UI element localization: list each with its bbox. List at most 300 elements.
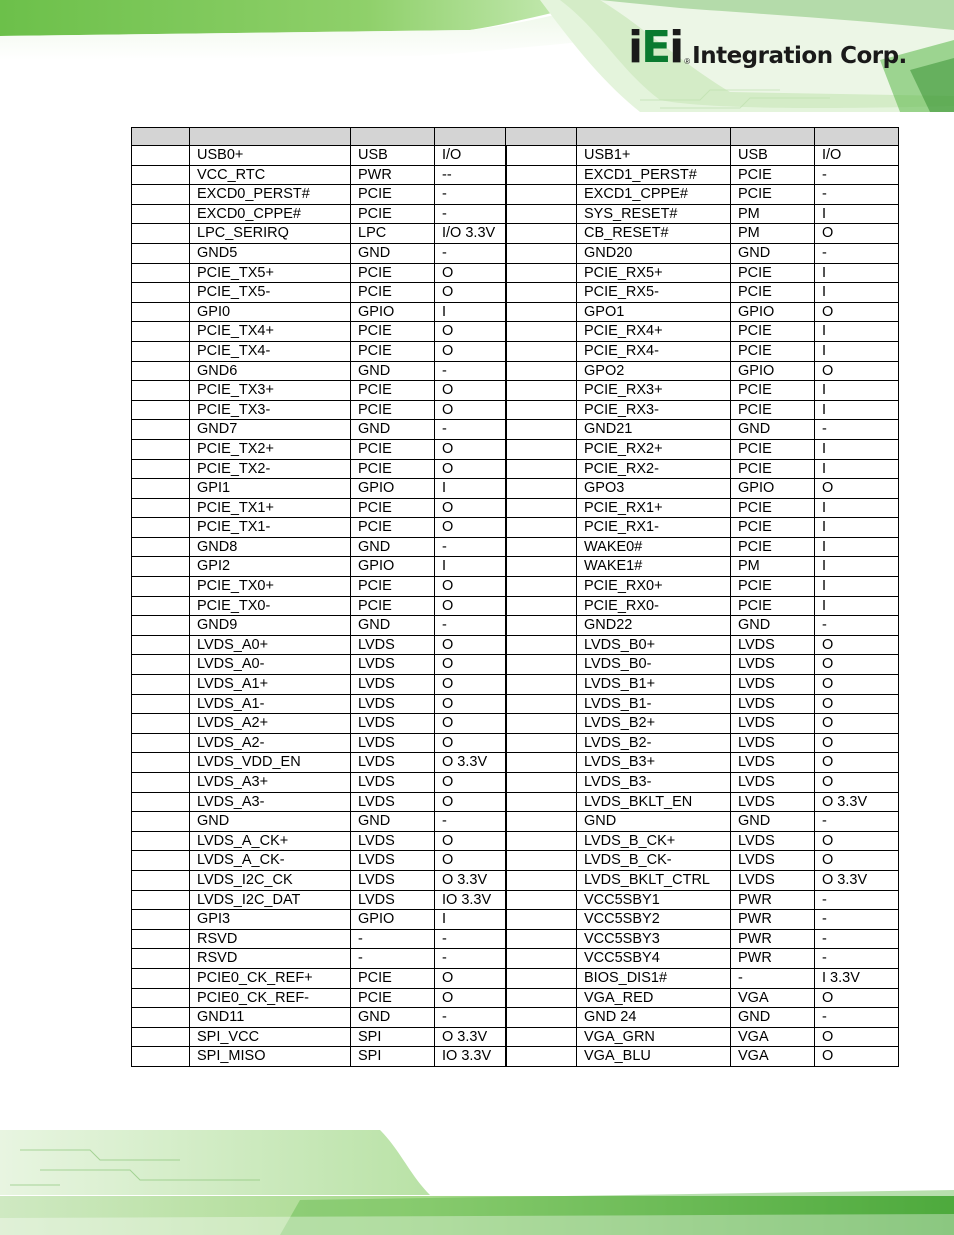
- table-cell: I/O: [435, 146, 506, 166]
- table-cell: [506, 224, 577, 244]
- table-cell: [506, 753, 577, 773]
- table-cell: [132, 968, 190, 988]
- table-cell: [506, 910, 577, 930]
- table-cell: GND11: [190, 1008, 351, 1028]
- table-cell: LPC_SERIRQ: [190, 224, 351, 244]
- table-cell: -: [435, 1008, 506, 1028]
- table-row: [132, 283, 899, 303]
- table-cell: -: [435, 812, 506, 832]
- table-cell: -: [435, 361, 506, 381]
- table-cell: [506, 1027, 577, 1047]
- table-cell: [132, 655, 190, 675]
- table-cell: VCC5SBY2: [577, 910, 731, 930]
- table-row: [132, 870, 899, 890]
- table-cell: IO 3.3V: [435, 890, 506, 910]
- table-cell: [506, 870, 577, 890]
- table-cell: -: [815, 910, 899, 930]
- table-cell: O: [435, 263, 506, 283]
- table-cell: PCIE: [731, 459, 815, 479]
- table-cell: [506, 283, 577, 303]
- table-cell: [132, 910, 190, 930]
- table-cell: O 3.3V: [435, 753, 506, 773]
- table-cell: PCIE: [731, 498, 815, 518]
- table-row: [132, 361, 899, 381]
- table-cell: EXCD1_PERST#: [577, 165, 731, 185]
- table-cell: LVDS: [351, 773, 435, 793]
- table-cell: LVDS_BKLT_EN: [577, 792, 731, 812]
- table-row: [132, 949, 899, 969]
- header-banner: [0, 0, 954, 112]
- table-cell: O: [435, 968, 506, 988]
- table-cell: LVDS_B0+: [577, 635, 731, 655]
- table-cell: [506, 890, 577, 910]
- table-cell: GND: [731, 1008, 815, 1028]
- table-cell: PCIE: [351, 968, 435, 988]
- table-cell: I: [815, 283, 899, 303]
- table-cell: -: [435, 929, 506, 949]
- table-cell: [506, 949, 577, 969]
- table-cell: PCIE_RX3+: [577, 381, 731, 401]
- table-cell: PCIE: [351, 263, 435, 283]
- table-cell: WAKE0#: [577, 537, 731, 557]
- table-cell: I: [435, 557, 506, 577]
- table-cell: O: [435, 577, 506, 597]
- pinout-table-body: [132, 146, 899, 1067]
- table-cell: O: [815, 479, 899, 499]
- table-cell: PWR: [731, 910, 815, 930]
- table-cell: I: [815, 204, 899, 224]
- table-cell: LVDS_B1-: [577, 694, 731, 714]
- column-header: [506, 128, 577, 146]
- table-cell: PCIE_TX5-: [190, 283, 351, 303]
- footer-banner: [0, 1130, 954, 1235]
- table-row: [132, 1008, 899, 1028]
- table-cell: GND9: [190, 616, 351, 636]
- table-cell: PCIE_RX5+: [577, 263, 731, 283]
- table-cell: [506, 439, 577, 459]
- table-cell: EXCD1_CPPE#: [577, 185, 731, 205]
- table-cell: [506, 675, 577, 695]
- table-cell: [132, 753, 190, 773]
- table-cell: [506, 968, 577, 988]
- table-cell: O: [815, 694, 899, 714]
- table-cell: O: [815, 988, 899, 1008]
- table-cell: PCIE_TX3+: [190, 381, 351, 401]
- table-cell: [132, 263, 190, 283]
- table-row: [132, 479, 899, 499]
- table-cell: CB_RESET#: [577, 224, 731, 244]
- table-cell: PCIE: [351, 596, 435, 616]
- table-cell: I: [815, 322, 899, 342]
- table-cell: [132, 204, 190, 224]
- table-cell: O: [815, 675, 899, 695]
- table-cell: LVDS: [731, 773, 815, 793]
- table-row: [132, 204, 899, 224]
- table-cell: PCIE: [731, 283, 815, 303]
- table-cell: [132, 616, 190, 636]
- table-cell: [506, 773, 577, 793]
- table-cell: PCIE: [351, 341, 435, 361]
- table-cell: [506, 146, 577, 166]
- table-cell: GND 24: [577, 1008, 731, 1028]
- table-cell: PCIE_TX1+: [190, 498, 351, 518]
- table-cell: -: [815, 616, 899, 636]
- table-cell: [132, 341, 190, 361]
- table-cell: [506, 635, 577, 655]
- table-cell: LVDS: [351, 714, 435, 734]
- table-cell: GND: [351, 1008, 435, 1028]
- table-row: [132, 185, 899, 205]
- table-cell: LVDS: [731, 792, 815, 812]
- table-cell: LVDS: [351, 851, 435, 871]
- table-row: [132, 439, 899, 459]
- table-row: [132, 596, 899, 616]
- table-cell: [132, 459, 190, 479]
- table-row: [132, 263, 899, 283]
- table-cell: -: [815, 949, 899, 969]
- table-cell: O: [435, 283, 506, 303]
- table-cell: BIOS_DIS1#: [577, 968, 731, 988]
- table-row: [132, 988, 899, 1008]
- table-cell: SPI: [351, 1027, 435, 1047]
- table-cell: VGA: [731, 988, 815, 1008]
- table-cell: -: [815, 890, 899, 910]
- table-cell: LVDS_VDD_EN: [190, 753, 351, 773]
- table-cell: PWR: [351, 165, 435, 185]
- table-row: [132, 812, 899, 832]
- table-cell: [506, 988, 577, 1008]
- table-row: [132, 518, 899, 538]
- table-cell: SYS_RESET#: [577, 204, 731, 224]
- table-cell: [132, 1027, 190, 1047]
- table-cell: GPO3: [577, 479, 731, 499]
- table-cell: -: [435, 204, 506, 224]
- table-cell: O: [435, 988, 506, 1008]
- table-cell: PCIE_TX1-: [190, 518, 351, 538]
- table-cell: GND5: [190, 243, 351, 263]
- table-cell: [506, 929, 577, 949]
- logo-company-name: Integration Corp.: [692, 43, 907, 69]
- table-cell: LVDS: [351, 870, 435, 890]
- table-cell: [132, 361, 190, 381]
- table-cell: I/O: [815, 146, 899, 166]
- table-cell: LVDS_I2C_DAT: [190, 890, 351, 910]
- column-header: [351, 128, 435, 146]
- table-cell: [132, 243, 190, 263]
- table-cell: I: [815, 518, 899, 538]
- table-cell: GPIO: [731, 479, 815, 499]
- table-cell: PCIE: [351, 400, 435, 420]
- table-cell: LVDS: [351, 753, 435, 773]
- table-row: [132, 753, 899, 773]
- table-cell: LVDS_A2+: [190, 714, 351, 734]
- table-cell: GND: [731, 812, 815, 832]
- table-cell: PCIE: [731, 518, 815, 538]
- table-cell: PCIE: [351, 185, 435, 205]
- table-cell: O: [815, 635, 899, 655]
- table-cell: -: [435, 616, 506, 636]
- table-cell: O: [435, 773, 506, 793]
- logo-mark: iEi: [628, 22, 683, 73]
- table-cell: LVDS: [351, 694, 435, 714]
- table-cell: LVDS_B0-: [577, 655, 731, 675]
- table-cell: GND6: [190, 361, 351, 381]
- table-cell: PCIE: [351, 459, 435, 479]
- table-cell: PCIE: [731, 439, 815, 459]
- table-cell: GPIO: [351, 557, 435, 577]
- table-cell: I: [815, 498, 899, 518]
- table-cell: [132, 851, 190, 871]
- table-cell: [132, 322, 190, 342]
- table-cell: PCIE_TX2+: [190, 439, 351, 459]
- table-cell: [506, 243, 577, 263]
- table-cell: [506, 831, 577, 851]
- table-cell: [506, 557, 577, 577]
- table-cell: GPI2: [190, 557, 351, 577]
- table-cell: -: [351, 929, 435, 949]
- table-cell: GND22: [577, 616, 731, 636]
- table-cell: LVDS: [351, 792, 435, 812]
- table-cell: LVDS_A2-: [190, 733, 351, 753]
- table-cell: PCIE_RX2+: [577, 439, 731, 459]
- table-cell: [506, 185, 577, 205]
- table-cell: [132, 733, 190, 753]
- table-cell: O: [435, 498, 506, 518]
- table-cell: O: [435, 792, 506, 812]
- table-cell: -: [815, 243, 899, 263]
- table-cell: LVDS: [351, 733, 435, 753]
- table-cell: [132, 498, 190, 518]
- table-cell: [132, 185, 190, 205]
- table-cell: O 3.3V: [815, 792, 899, 812]
- table-cell: O 3.3V: [815, 870, 899, 890]
- table-row: [132, 635, 899, 655]
- table-cell: [506, 322, 577, 342]
- table-cell: [506, 1047, 577, 1067]
- table-cell: GPIO: [351, 479, 435, 499]
- table-row: [132, 675, 899, 695]
- table-cell: LVDS: [731, 753, 815, 773]
- table-row: [132, 694, 899, 714]
- table-cell: [132, 400, 190, 420]
- table-cell: LVDS_B_CK-: [577, 851, 731, 871]
- table-cell: GND: [351, 812, 435, 832]
- table-cell: USB: [731, 146, 815, 166]
- table-row: [132, 420, 899, 440]
- table-cell: GND: [731, 616, 815, 636]
- table-cell: VGA_BLU: [577, 1047, 731, 1067]
- table-cell: PCIE_RX1+: [577, 498, 731, 518]
- table-cell: WAKE1#: [577, 557, 731, 577]
- column-header: [190, 128, 351, 146]
- table-cell: PCIE: [731, 596, 815, 616]
- table-cell: LVDS: [351, 655, 435, 675]
- table-cell: [506, 381, 577, 401]
- table-cell: GND: [351, 616, 435, 636]
- table-cell: LVDS: [351, 890, 435, 910]
- table-cell: GND: [577, 812, 731, 832]
- table-cell: [132, 283, 190, 303]
- table-cell: [506, 655, 577, 675]
- table-cell: I: [815, 596, 899, 616]
- table-row: [132, 1047, 899, 1067]
- table-row: [132, 616, 899, 636]
- table-cell: LVDS: [351, 675, 435, 695]
- table-cell: PCIE: [731, 341, 815, 361]
- table-header-row: [132, 128, 899, 146]
- table-cell: GPI3: [190, 910, 351, 930]
- table-cell: USB1+: [577, 146, 731, 166]
- table-cell: VGA_RED: [577, 988, 731, 1008]
- table-cell: LVDS_B2-: [577, 733, 731, 753]
- table-cell: O: [815, 851, 899, 871]
- table-cell: PCIE_RX3-: [577, 400, 731, 420]
- column-header: [435, 128, 506, 146]
- table-cell: EXCD0_CPPE#: [190, 204, 351, 224]
- table-cell: O 3.3V: [435, 870, 506, 890]
- table-cell: LVDS: [731, 655, 815, 675]
- table-cell: I: [435, 910, 506, 930]
- table-cell: GND7: [190, 420, 351, 440]
- table-cell: PCIE_TX4+: [190, 322, 351, 342]
- table-cell: PM: [731, 204, 815, 224]
- table-cell: PCIE: [731, 400, 815, 420]
- table-cell: [132, 537, 190, 557]
- table-cell: PCIE: [351, 204, 435, 224]
- table-cell: [132, 929, 190, 949]
- table-cell: -: [815, 185, 899, 205]
- table-cell: [506, 518, 577, 538]
- table-cell: RSVD: [190, 949, 351, 969]
- table-cell: [506, 498, 577, 518]
- table-cell: GND8: [190, 537, 351, 557]
- table-cell: LVDS_B3+: [577, 753, 731, 773]
- table-cell: [132, 439, 190, 459]
- table-cell: [132, 812, 190, 832]
- table-cell: PCIE: [351, 518, 435, 538]
- table-cell: GND21: [577, 420, 731, 440]
- table-cell: PCIE: [731, 165, 815, 185]
- table-cell: -: [435, 420, 506, 440]
- table-cell: O: [435, 596, 506, 616]
- table-cell: SPI_VCC: [190, 1027, 351, 1047]
- table-cell: [506, 361, 577, 381]
- table-cell: PM: [731, 557, 815, 577]
- table-cell: O: [435, 714, 506, 734]
- table-cell: [132, 596, 190, 616]
- table-cell: GND: [731, 243, 815, 263]
- table-row: [132, 910, 899, 930]
- table-cell: PCIE: [731, 263, 815, 283]
- table-cell: LVDS: [731, 635, 815, 655]
- table-cell: LVDS: [351, 831, 435, 851]
- table-cell: PWR: [731, 890, 815, 910]
- column-header: [132, 128, 190, 146]
- column-header: [731, 128, 815, 146]
- table-cell: PCIE_RX1-: [577, 518, 731, 538]
- table-cell: I: [815, 341, 899, 361]
- table-cell: O: [435, 675, 506, 695]
- table-cell: O: [435, 733, 506, 753]
- table-cell: PCIE0_CK_REF-: [190, 988, 351, 1008]
- table-cell: O: [815, 361, 899, 381]
- table-row: [132, 400, 899, 420]
- table-cell: GND: [351, 537, 435, 557]
- table-cell: LVDS_B3-: [577, 773, 731, 793]
- table-cell: [132, 224, 190, 244]
- table-cell: O: [815, 1027, 899, 1047]
- table-cell: [132, 714, 190, 734]
- table-cell: -: [435, 185, 506, 205]
- table-row: [132, 890, 899, 910]
- table-cell: LVDS: [731, 831, 815, 851]
- table-cell: GPI1: [190, 479, 351, 499]
- table-row: [132, 498, 899, 518]
- table-cell: PCIE: [351, 988, 435, 1008]
- table-cell: --: [435, 165, 506, 185]
- table-cell: [132, 694, 190, 714]
- table-cell: I 3.3V: [815, 968, 899, 988]
- table-cell: [506, 204, 577, 224]
- table-cell: PCIE: [731, 537, 815, 557]
- table-cell: LVDS_B1+: [577, 675, 731, 695]
- table-cell: I: [815, 537, 899, 557]
- table-cell: GND: [351, 361, 435, 381]
- table-cell: LPC: [351, 224, 435, 244]
- table-row: [132, 537, 899, 557]
- table-cell: -: [435, 949, 506, 969]
- table-cell: -: [815, 420, 899, 440]
- column-header: [815, 128, 899, 146]
- table-cell: O: [815, 753, 899, 773]
- table-cell: PCIE_TX5+: [190, 263, 351, 283]
- table-cell: [132, 635, 190, 655]
- table-cell: LVDS_A1+: [190, 675, 351, 695]
- table-cell: LVDS_A0+: [190, 635, 351, 655]
- table-cell: PWR: [731, 929, 815, 949]
- table-cell: [132, 1047, 190, 1067]
- table-cell: GPIO: [351, 910, 435, 930]
- table-cell: PCIE: [351, 381, 435, 401]
- table-row: [132, 714, 899, 734]
- table-cell: [506, 537, 577, 557]
- table-row: [132, 459, 899, 479]
- table-cell: LVDS: [731, 714, 815, 734]
- table-row: [132, 381, 899, 401]
- table-cell: PCIE_RX0+: [577, 577, 731, 597]
- table-cell: O: [435, 831, 506, 851]
- table-row: [132, 655, 899, 675]
- table-cell: PCIE: [351, 439, 435, 459]
- table-row: [132, 341, 899, 361]
- table-cell: -: [815, 165, 899, 185]
- table-row: [132, 577, 899, 597]
- table-cell: [506, 420, 577, 440]
- table-cell: I/O 3.3V: [435, 224, 506, 244]
- table-cell: -: [435, 243, 506, 263]
- table-cell: I: [815, 459, 899, 479]
- table-cell: O: [815, 831, 899, 851]
- table-cell: [506, 577, 577, 597]
- table-cell: IO 3.3V: [435, 1047, 506, 1067]
- table-cell: VCC_RTC: [190, 165, 351, 185]
- table-cell: -: [435, 537, 506, 557]
- table-cell: I: [815, 263, 899, 283]
- table-cell: LVDS_I2C_CK: [190, 870, 351, 890]
- table-cell: I: [815, 400, 899, 420]
- table-row: [132, 557, 899, 577]
- table-row: [132, 831, 899, 851]
